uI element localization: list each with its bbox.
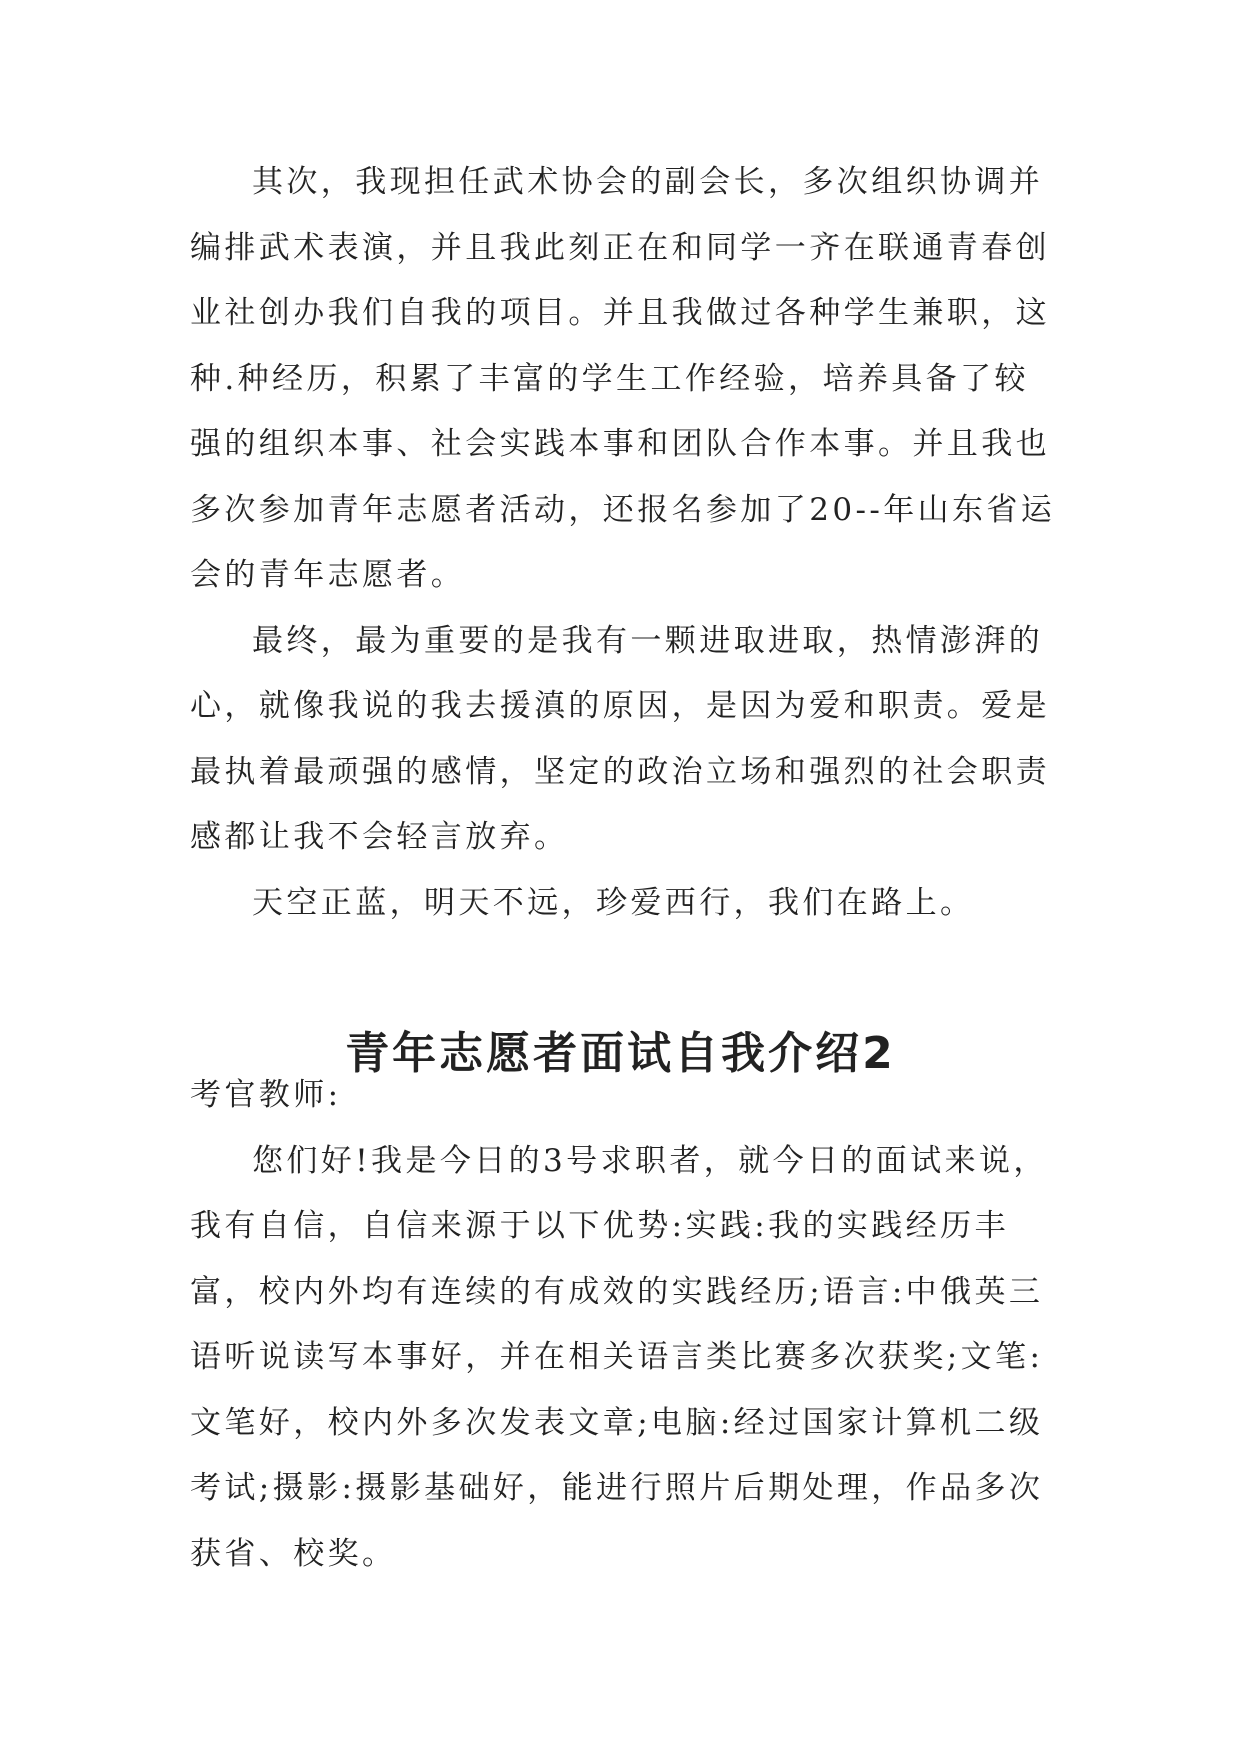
section-1-body [190, 150, 1060, 936]
salutation: 考官教师: [190, 1077, 342, 1113]
paragraph: 其次，我现担任武术协会的副会长，多次组织协调并编排武术表演，并且我此刻正在和同学一齐在联通青春创业社创办我们自我的项目。并且我做过各种学生兼职，这种.种经历，积累了丰富的学生工作经验，培养具备了较强的组织本事、社会实践本事和团队合作本事。并且我也多次参加青年志愿者活动，还报名参加了20--年山东省运会的青年志愿者。 [190, 164, 1056, 593]
paragraph: 您们好!我是今日的3号求职者，就今日的面试来说，我有自信，自信来源于以下优势:实践:我的实践经历丰富，校内外均有连续的有成效的实践经历;语言:中俄英三语听说读写本事好，并在相关语言类比赛多次获奖;文笔:文笔好，校内外多次发表文章;电脑:经过国家计算机二级考试;摄影:摄影基础好，能进行照片后期处理，作品多次获省、校奖。 [190, 1142, 1048, 1572]
section-2-title: 青年志愿者面试自我介绍2 [345, 1028, 896, 1080]
section-2-body [190, 1063, 1060, 1587]
paragraph: 最终，最为重要的是我有一颗进取进取，热情澎湃的心，就像我说的我去援滇的原因，是因为爱和职责。爱是最执着最顽强的感情，坚定的政治立场和强烈的社会职责感都让我不会轻言放弃。 [190, 622, 1050, 855]
paragraph: 天空正蓝，明天不远，珍爱西行，我们在路上。 [252, 884, 975, 921]
